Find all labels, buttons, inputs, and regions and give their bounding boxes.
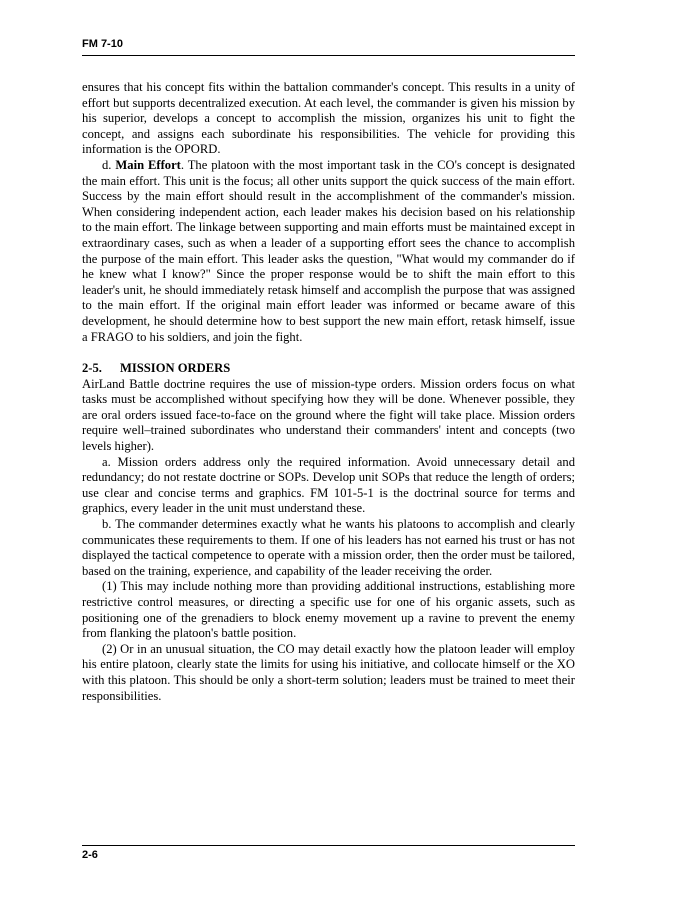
paragraph-d-title: Main Effort (115, 157, 181, 172)
footer-rule (82, 845, 575, 846)
paragraph-d-text: . The platoon with the most important task in the CO's concept is designated the main effort. This unit is the focus; all other units support the quick success of the main effort. Success by the main effort should result in the accomplishment of the commander's mission. When considering independent action, each leader makes his decision based on his relationship to the main effort. The linkage between supporting and main efforts must be maintained except in extraordinary cases, such as when a leader of a supporting effort sees the chance to accomplish the purpose of the main effort. This leader asks the question, "What would my commander do if he knew what I know?" Since the proper response would be to shift the main effort to this leader's unit, he should immediately retask himself and accomplish the purpose that was assigned to the main effort. If the original main effort leader was informed or became aware of this development, he should determine how to best support the new main effort, retask himself, issue a FRAGO to his soldiers, and join the fight. (82, 157, 575, 344)
page-body (82, 80, 575, 704)
page-header: FM 7-10 (82, 38, 123, 50)
paragraph-d-label: d. (102, 157, 112, 172)
paragraph-b: b. The commander determines exactly what he wants his platoons to accomplish and clearly communicates these requirements to them. If one of his leaders has not earned his trust or has not displayed the tactical competence to operate with a mission order, then the order must be tailored, based on the training, experience, and capability of the leader receiving the order. (82, 517, 575, 578)
page-number: 2-6 (82, 849, 98, 861)
paragraph-d (82, 158, 575, 345)
paragraph-b2: (2) Or in an unusual situation, the CO may detail exactly how the platoon leader will employ his entire platoon, clearly state the limits for using his initiative, and collocate himself or the XO with this platoon. This should be only a short-term solution; leaders must be trained to meet their responsibilities. (82, 641, 575, 703)
section-number: 2-5. (82, 361, 102, 376)
section-intro: AirLand Battle doctrine requires the use of mission-type orders. Mission orders focus on what tasks must be accomplished without specifying how they will be done. Whenever possible, they are oral orders issued face-to-face on the ground where the fight will take place. Mission orders require well–trained subordinates who understand their commanders' intent and concepts (two levels higher). (82, 376, 575, 454)
continued-paragraph: ensures that his concept fits within the battalion commander's concept. This results in a unity of effort but supports decentralized execution. At each level, the commander is given his mission by his superior, develops a concept to accomplish the mission, organizes his unit to fight the concept, and assigns each subordinate his responsibilities. The vehicle for providing this information is the OPORD. (82, 80, 575, 157)
paragraph-b1: (1) This may include nothing more than providing additional instructions, establishing more restrictive control measures, or directing a specific use for one of his organic assets, such as positioning one of the grenadiers to block enemy movement up a ravine to prevent the enemy from flanking the platoon's battle position. (82, 579, 575, 641)
paragraph-a: a. Mission orders address only the required information. Avoid unnecessary detail and redundancy; do not restate doctrine or SOPs. Develop unit SOPs that reduce the length of orders; use clear and concise terms and graphics. FM 101-5-1 is the doctrinal source for terms and graphics, every leader in the unit must understand these. (82, 454, 575, 516)
section-title: MISSION ORDERS (120, 361, 231, 376)
section-heading (82, 361, 575, 377)
header-rule (82, 55, 575, 56)
